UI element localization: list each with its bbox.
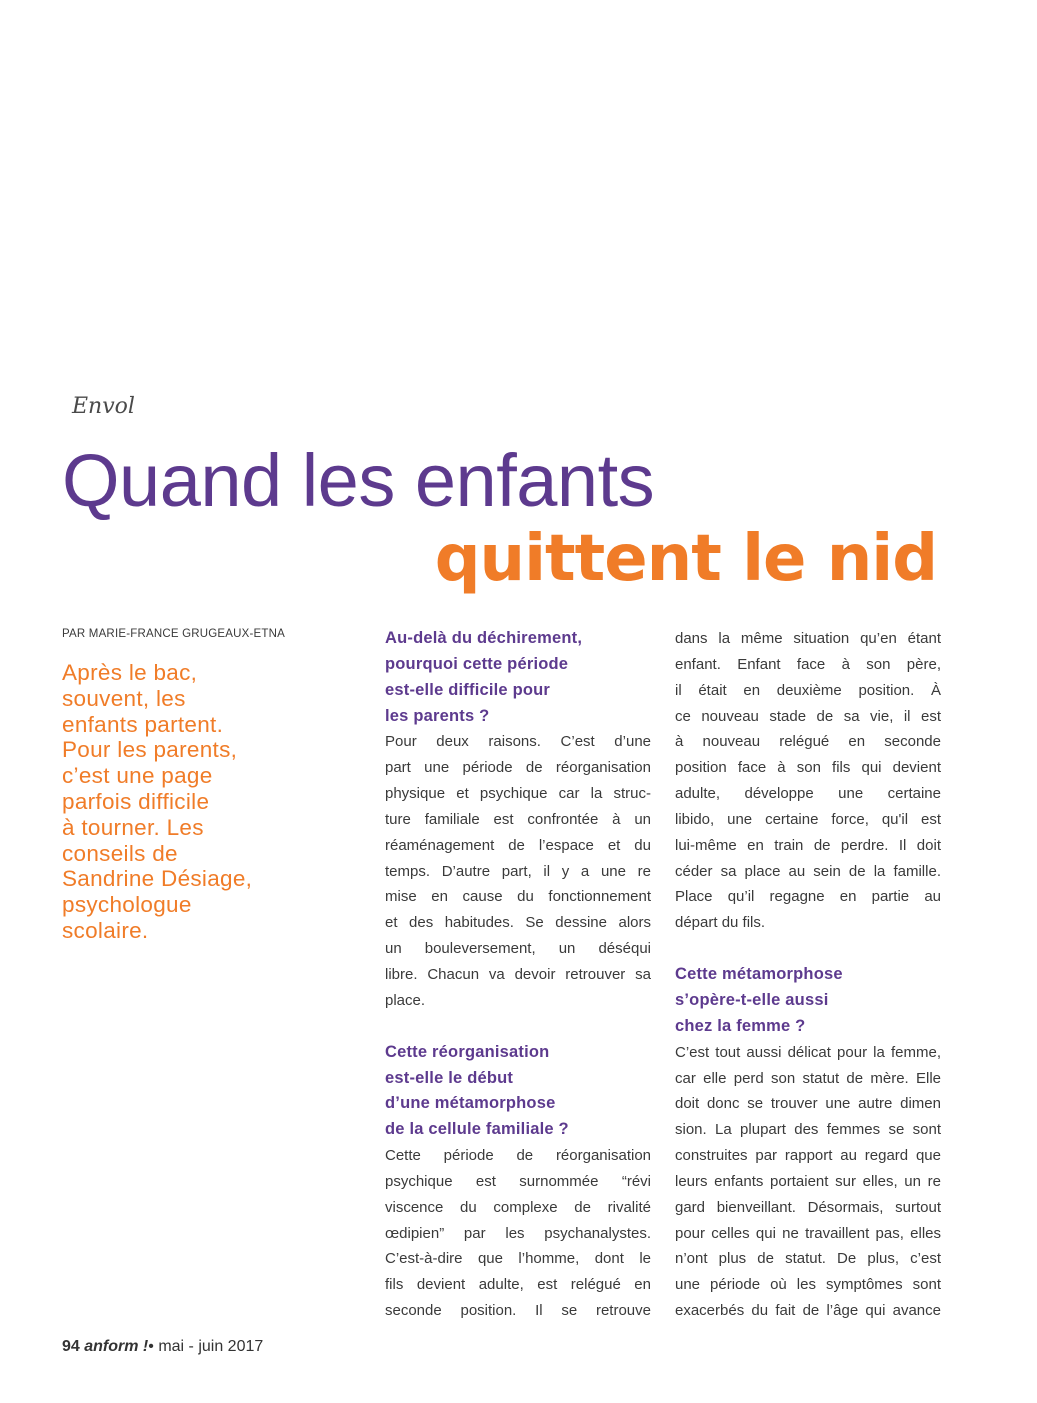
body-text-line: Pour deux raisons. C’est d’une bbox=[385, 733, 651, 751]
body-text-line: adulte, développe une certaine bbox=[675, 785, 941, 803]
body-text-line: leurs enfants portaient sur elles, un re bbox=[675, 1172, 941, 1190]
question-heading-line: Cette réorganisation bbox=[385, 1042, 550, 1061]
body-text-line: à nouveau relégué en seconde bbox=[675, 733, 941, 751]
title-line-1: Quand les enfants bbox=[62, 439, 655, 522]
page-footer bbox=[62, 1338, 263, 1356]
body-text-line: et des habitudes. Se dessine alors bbox=[385, 914, 651, 932]
intro-line: enfants partent. bbox=[62, 711, 224, 737]
body-text-line: dans la même situation qu’en étant bbox=[675, 630, 941, 647]
body-text-line: réaménagement de l’espace et du bbox=[385, 836, 651, 854]
intro-line: scolaire. bbox=[62, 917, 149, 943]
question-heading-line: Cette métamorphose bbox=[675, 965, 843, 984]
intro-line: à tourner. Les bbox=[62, 814, 204, 840]
paragraph-gap bbox=[675, 936, 941, 962]
body-text-line: céder sa place au sein de la famille. bbox=[675, 862, 941, 880]
question-heading-line: de la cellule familiale ? bbox=[385, 1120, 569, 1139]
body-text-line: doit donc se trouver une autre dimen bbox=[675, 1095, 941, 1113]
intro-line: souvent, les bbox=[62, 685, 186, 711]
body-text-line: position face à son fils qui devient bbox=[675, 759, 941, 777]
intro-line: Pour les parents, bbox=[62, 737, 238, 763]
body-text-line: C’est tout aussi délicat pour la femme, bbox=[675, 1043, 941, 1061]
body-text-line: exacerbés du fait de l’âge qui avance bbox=[675, 1302, 941, 1320]
intro-paragraph bbox=[62, 660, 312, 944]
body-text-line: part une période de réorganisation bbox=[385, 759, 651, 777]
magazine-name: anform ! bbox=[84, 1338, 149, 1355]
body-text-line: sion. La plupart des femmes se sont bbox=[675, 1121, 941, 1139]
question-heading-line: s’opère-t-elle aussi bbox=[675, 990, 829, 1009]
paragraph-gap bbox=[385, 1014, 651, 1040]
question-heading-line: est-elle le début bbox=[385, 1068, 514, 1087]
page-number: 94 bbox=[62, 1338, 80, 1355]
body-text-line: car elle perd son statut de mère. Elle bbox=[675, 1069, 941, 1087]
body-text-line: ce nouveau stade de sa vie, il est bbox=[675, 707, 941, 725]
body-text-line: psychique est surnommée “révi bbox=[385, 1172, 651, 1190]
body-text-line: œdipien” par les psychanalystes. bbox=[385, 1224, 651, 1242]
body-text-line: n’ont plus de statut. De plus, c’est bbox=[675, 1250, 941, 1268]
body-text-line: lui-même en train de perdre. Il doit bbox=[675, 836, 941, 854]
question-heading-line: est-elle difficile pour bbox=[385, 680, 551, 699]
intro-line: parfois difficile bbox=[62, 788, 210, 814]
section-rubric: Envol bbox=[72, 394, 135, 419]
body-text-line: place. bbox=[385, 991, 426, 1009]
body-text-line: construites par rapport au regard que bbox=[675, 1147, 941, 1165]
title-line-2: quittent le nid bbox=[434, 522, 937, 596]
intro-line: Sandrine Désiage, bbox=[62, 866, 253, 892]
body-text-line: physique et psychique car la struc- bbox=[385, 785, 651, 803]
article-column-2 bbox=[675, 626, 941, 1324]
issue-date: mai - juin 2017 bbox=[158, 1338, 264, 1355]
body-text-line: temps. D’autre part, il y a une re bbox=[385, 862, 651, 880]
body-text-line: Place qu’il regagne en partie au bbox=[675, 888, 941, 906]
intro-line: psychologue bbox=[62, 892, 192, 918]
intro-line: conseils de bbox=[62, 840, 178, 866]
footer-separator: • bbox=[148, 1338, 154, 1355]
body-text-line: fils devient adulte, est relégué en bbox=[385, 1276, 651, 1294]
body-text-line: une période où les symptômes sont bbox=[675, 1276, 941, 1294]
body-text-line: Cette période de réorganisation bbox=[385, 1147, 651, 1165]
question-heading-line: Au-delà du déchirement, bbox=[385, 629, 583, 647]
question-heading-line: les parents ? bbox=[385, 706, 490, 725]
body-text-line: C’est-à-dire que l’homme, dont le bbox=[385, 1250, 651, 1268]
body-text-line: seconde position. Il se retrouve bbox=[385, 1302, 651, 1320]
body-text-line: un bouleversement, un déséqui bbox=[385, 940, 651, 958]
body-text-line: ture familiale est confrontée à un bbox=[385, 810, 651, 828]
intro-line: Après le bac, bbox=[62, 660, 198, 685]
question-heading-line: chez la femme ? bbox=[675, 1016, 806, 1035]
body-text-line: libre. Chacun va devoir retrouver sa bbox=[385, 965, 651, 983]
body-text-line: départ du fils. bbox=[675, 914, 766, 932]
body-text-line: gard bienveillant. Désormais, surtout bbox=[675, 1198, 941, 1216]
body-text-line: il était en deuxième position. À bbox=[675, 681, 941, 699]
question-heading-line: d’une métamorphose bbox=[385, 1094, 556, 1113]
question-heading-line: pourquoi cette période bbox=[385, 654, 569, 673]
author-byline: PAR MARIE-FRANCE GRUGEAUX-ETNA bbox=[62, 628, 286, 640]
body-text-line: viscence du complexe de rivalité bbox=[385, 1198, 651, 1216]
body-text-line: mise en cause du fonctionnement bbox=[385, 888, 651, 906]
body-text-line: pour celles qui ne travaillent pas, elles bbox=[675, 1224, 941, 1242]
body-text-line: enfant. Enfant face à son père, bbox=[675, 655, 941, 673]
intro-line: c’est une page bbox=[62, 763, 213, 789]
body-text-line: libido, une certaine force, qu'il est bbox=[675, 810, 941, 828]
article-column-1 bbox=[385, 626, 651, 1324]
